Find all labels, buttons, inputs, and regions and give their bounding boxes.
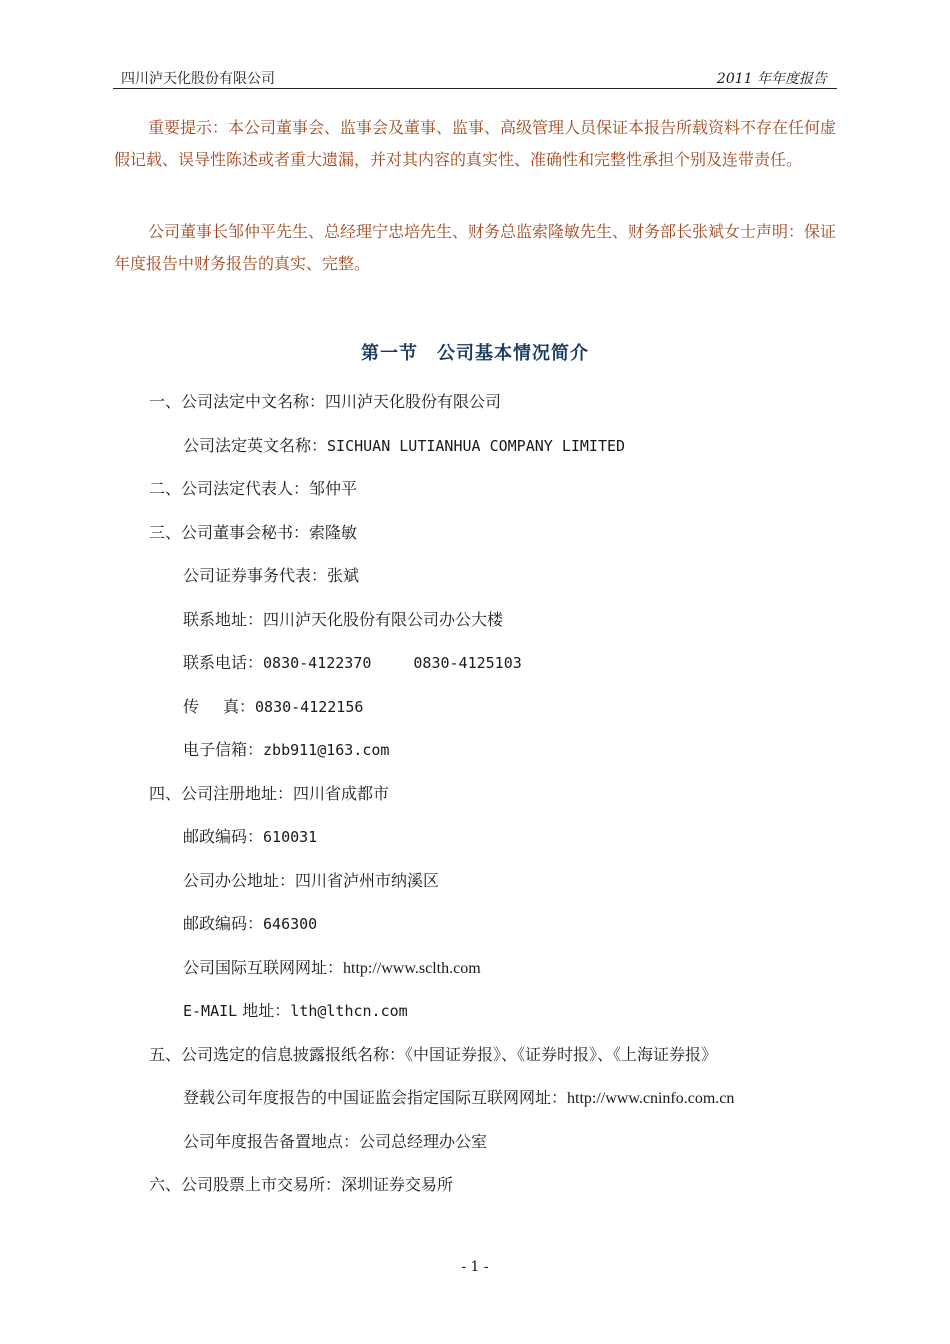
stock-exchange-label: 六、公司股票上市交易所： bbox=[149, 1175, 342, 1194]
cn-name-value: 四川泸天化股份有限公司 bbox=[325, 392, 502, 411]
stock-exchange-line bbox=[149, 1172, 453, 1195]
phone-value-2: 0830-4125103 bbox=[413, 654, 522, 672]
important-notice: 重要提示：本公司董事会、监事会及董事、监事、高级管理人员保证本报告所载资料不存在任何虚假记载、误导性陈述或者重大遗漏，并对其内容的真实性、准确性和完整性承担个别及连带责任。 bbox=[114, 118, 837, 169]
fax-label-b: 真： bbox=[223, 697, 256, 716]
report-archive-line bbox=[183, 1129, 487, 1152]
csrc-website-label: 登载公司年度报告的中国证监会指定国际互联网网址： bbox=[183, 1088, 568, 1107]
zip-code-label-2: 邮政编码： bbox=[183, 914, 264, 933]
office-address-label: 公司办公地址： bbox=[183, 871, 296, 890]
board-secretary-value: 索隆敏 bbox=[309, 523, 358, 542]
office-address-value: 四川省泸州市纳溪区 bbox=[295, 871, 440, 890]
company-email-label-b: 地址： bbox=[237, 1001, 291, 1020]
securities-rep-label: 公司证券事务代表： bbox=[183, 566, 328, 585]
report-archive-value: 公司总经理办公室 bbox=[359, 1132, 488, 1151]
fax-value: 0830-4122156 bbox=[255, 698, 364, 716]
zip-code-line-2 bbox=[183, 911, 317, 934]
csrc-website-line bbox=[183, 1085, 734, 1108]
header-company: 四川泸天化股份有限公司 bbox=[121, 71, 275, 87]
email-value: zbb911@163.com bbox=[263, 741, 390, 759]
en-name-value: SICHUAN LUTIANHUA COMPANY LIMITED bbox=[327, 437, 626, 455]
registered-address-label: 四、公司注册地址： bbox=[149, 784, 294, 803]
en-name-line bbox=[183, 433, 625, 456]
contact-address-line bbox=[183, 607, 503, 630]
zip-code-line-1 bbox=[183, 824, 317, 847]
company-email-value: lth@lthcn.com bbox=[290, 1002, 408, 1020]
company-email-label-a: E-MAIL bbox=[183, 1002, 238, 1020]
page-number: - 1 - bbox=[461, 1259, 489, 1275]
phone-value-1: 0830-4122370 bbox=[263, 654, 372, 672]
email-label: 电子信箱： bbox=[183, 740, 264, 759]
header-report-title: 2011 年年度报告 bbox=[716, 71, 827, 87]
legal-rep-value: 邹仲平 bbox=[309, 479, 358, 498]
disclosure-media-line bbox=[149, 1042, 717, 1065]
cn-name-label: 一、公司法定中文名称： bbox=[149, 392, 326, 411]
disclosure-media-value: 《中国证券报》、《证券时报》、《上海证券报》 bbox=[405, 1045, 718, 1064]
report-archive-label: 公司年度报告备置地点： bbox=[183, 1132, 360, 1151]
securities-rep-value: 张斌 bbox=[327, 566, 360, 585]
phone-line bbox=[183, 650, 522, 673]
stock-exchange-value: 深圳证券交易所 bbox=[341, 1175, 454, 1194]
disclosure-media-label: 五、公司选定的信息披露报纸名称： bbox=[149, 1045, 406, 1064]
phone-label: 联系电话： bbox=[183, 653, 264, 672]
board-secretary-label: 三、公司董事会秘书： bbox=[149, 523, 310, 542]
section-title: 第一节 公司基本情况简介 bbox=[361, 343, 589, 364]
en-name-label: 公司法定英文名称： bbox=[183, 436, 328, 455]
website-line bbox=[183, 955, 481, 978]
legal-rep-line bbox=[149, 476, 357, 499]
csrc-website-link[interactable]: http://www.cninfo.com.cn bbox=[567, 1090, 735, 1107]
zip-code-value-2: 646300 bbox=[263, 915, 318, 933]
website-link[interactable]: http://www.sclth.com bbox=[343, 960, 481, 977]
zip-code-value-1: 610031 bbox=[263, 828, 318, 846]
page-header bbox=[113, 66, 837, 89]
cn-name-line bbox=[149, 389, 501, 412]
securities-rep-line bbox=[183, 563, 359, 586]
fax-line bbox=[183, 694, 363, 717]
website-label: 公司国际互联网网址： bbox=[183, 958, 344, 977]
board-secretary-line bbox=[149, 520, 357, 543]
company-email-line bbox=[183, 998, 408, 1021]
fax-label-a: 传 bbox=[183, 697, 200, 716]
zip-code-label-1: 邮政编码： bbox=[183, 827, 264, 846]
office-address-line bbox=[183, 868, 439, 891]
contact-address-label: 联系地址： bbox=[183, 610, 264, 629]
email-line bbox=[183, 737, 389, 760]
registered-address-line bbox=[149, 781, 389, 804]
legal-rep-label: 二、公司法定代表人： bbox=[149, 479, 310, 498]
board-statement: 公司董事长邹仲平先生、总经理宁忠培先生、财务总监索隆敏先生、财务部长张斌女士声明：保证年度报告中财务报告的真实、完整。 bbox=[114, 222, 837, 273]
contact-address-value: 四川泸天化股份有限公司办公大楼 bbox=[263, 610, 504, 629]
registered-address-value: 四川省成都市 bbox=[293, 784, 390, 803]
